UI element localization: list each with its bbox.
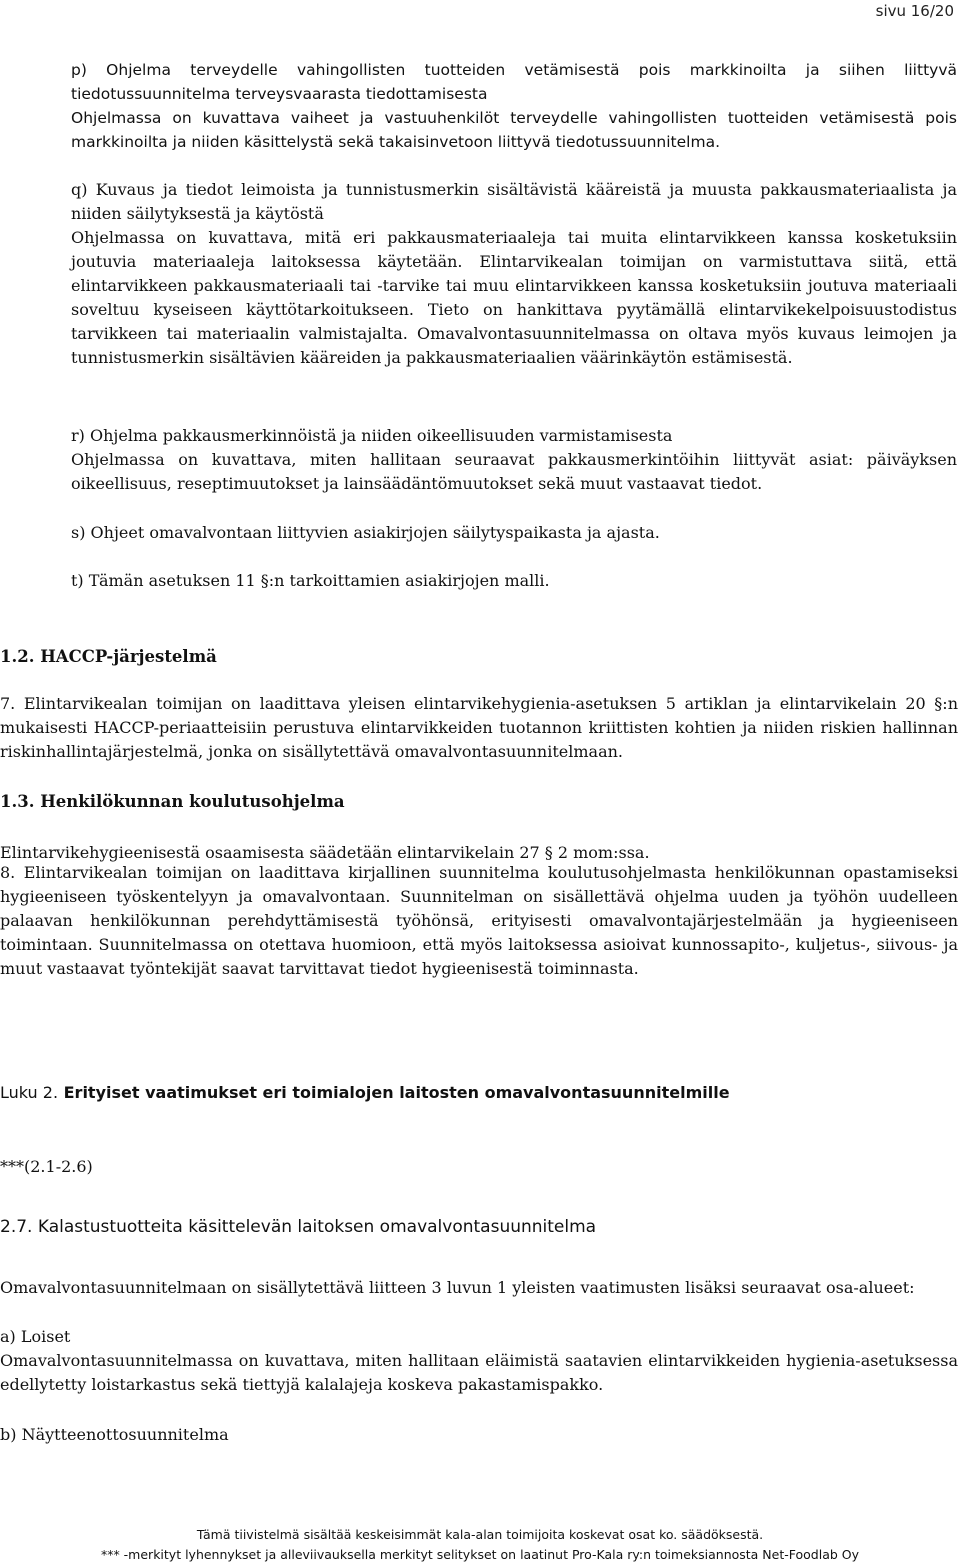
section-r-heading: r) Ohjelma pakkausmerkinnöistä ja niiden oikeellisuuden varmistamisesta bbox=[71, 426, 673, 445]
fish-intro: Omavalvontasuunnitelmaan on sisällytettävä liitteen 3 luvun 1 yleisten vaatimusten lisäksi seuraavat osa-alueet: bbox=[0, 1278, 915, 1297]
omitted-reference bbox=[0, 1155, 958, 1179]
section-r bbox=[71, 424, 957, 496]
fish-b-heading: b) Näytteenottosuunnitelma bbox=[0, 1425, 229, 1444]
section-q-heading: q) Kuvaus ja tiedot leimoista ja tunnistusmerkin sisältävistä kääreistä ja muusta pakkausmateriaalista ja niiden säilytyksestä ja käytöstä bbox=[71, 180, 957, 223]
fish-section bbox=[0, 1215, 958, 1239]
footer-line-2: *** -merkityt lyhennykset ja alleviivauksella merkityt selitykset on laatinut Pro-Kala ry:n toimeksiannosta Net-Foodlab Oy bbox=[100, 1547, 860, 1562]
training-body: 8. Elintarvikealan toimijan on laadittava kirjallinen suunnitelma koulutusohjelmasta henkilökunnan opastamiseksi hygieeniseen työskentelyyn ja omavalvontaan. Suunnitelman on sisällettävä ohjelma uuden ja työhön uudelleen palaavan henkilökunnan perehdyttämisestä työhönsä, erityisesti omavalvontajärjestelmään ja hygieeniseen toimintaan. Suunnitelmassa on otettava huomioon, että myös laitoksessa asioivat kunnossapito-, kuljetus-, siivous- ja muut vastaavat työntekijät saavat tarvittavat tiedot hygieenisestä toiminnasta. bbox=[0, 863, 958, 978]
omitted-reference-text: ***(2.1-2.6) bbox=[0, 1157, 93, 1176]
training-section bbox=[0, 790, 958, 814]
training-body-block bbox=[0, 861, 958, 981]
page-number: sivu 16/20 bbox=[875, 2, 954, 20]
fish-intro-block bbox=[0, 1276, 958, 1300]
section-q-body: Ohjelmassa on kuvattava, mitä eri pakkausmateriaaleja tai muita elintarvikkeen kanssa kosketuksiin joutuvia materiaaleja laitoksessa käytetään. Elintarvikealan toimijan on varmistuttava siitä, että elintarvikkeen pakkausmateriaali tai -tarvike tai muu elintarvikkeen kanssa kosketuksiin joutuva materiaali soveltuu kyseiseen käyttötarkoitukseen. Tieto on hankittava pyytämällä elintarvikekelpoisuustodistus tarvikkeen tai materiaalin valmistajalta. Omavalvontasuunnitelmassa on oltava myös kuvaus leimojen ja tunnistusmerkin sisältävien kääreiden ja pakkausmateriaalien väärinkäytön estämisestä. bbox=[71, 228, 957, 367]
section-p bbox=[71, 58, 957, 154]
fish-b-block bbox=[0, 1423, 958, 1447]
haccp-section bbox=[0, 645, 958, 669]
fish-title: 2.7. Kalastustuotteita käsittelevän laitoksen omavalvontasuunnitelma bbox=[0, 1217, 597, 1237]
fish-a-heading: a) Loiset bbox=[0, 1327, 71, 1346]
fish-a-block bbox=[0, 1325, 958, 1397]
haccp-body-block bbox=[0, 692, 958, 764]
chapter-2-prefix: Luku 2. bbox=[0, 1083, 59, 1102]
fish-a-body: Omavalvontasuunnitelmassa on kuvattava, miten hallitaan eläimistä saatavien elintarvikkeiden hygienia-asetuksessa edellytetty loistarkastus sekä tiettyjä kalalajeja koskeva pakastamispakko. bbox=[0, 1351, 958, 1394]
training-intro: Elintarvikehygieenisestä osaamisesta säädetään elintarvikelain 27 § 2 mom:ssa. bbox=[0, 843, 650, 862]
section-p-heading: p) Ohjelma terveydelle vahingollisten tuotteiden vetämisestä pois markkinoilta ja siihen liittyvä tiedotussuunnitelma terveysvaarasta tiedottamisesta bbox=[71, 61, 957, 103]
haccp-title: 1.2. HACCP-järjestelmä bbox=[0, 647, 217, 666]
chapter-2-title: Erityiset vaatimukset eri toimialojen laitosten omavalvontasuunnitelmille bbox=[63, 1083, 730, 1102]
section-q bbox=[71, 178, 957, 370]
section-s-heading: s) Ohjeet omavalvontaan liittyvien asiakirjojen säilytyspaikasta ja ajasta. bbox=[71, 523, 660, 542]
chapter-2 bbox=[0, 1081, 958, 1105]
section-r-body: Ohjelmassa on kuvattava, miten hallitaan seuraavat pakkausmerkintöihin liittyvät asiat: päiväyksen oikeellisuus, reseptimuutokset ja lainsäädäntömuutokset sekä muut vastaavat tiedot. bbox=[71, 450, 957, 493]
section-s bbox=[71, 521, 957, 545]
haccp-body: 7. Elintarvikealan toimijan on laadittava yleisen elintarvikehygienia-asetuksen 5 artiklan ja elintarvikelain 20 §:n mukaisesti HACCP-periaatteisiin perustuva elintarvikkeiden tuotannon kriittisten kohtien ja niiden riskien hallinnan riskinhallintajärjestelmä, jonka on sisällytettävä omavalvontasuunnitelmaan. bbox=[0, 694, 958, 761]
section-t-heading: t) Tämän asetuksen 11 §:n tarkoittamien asiakirjojen malli. bbox=[71, 571, 550, 590]
section-p-body: Ohjelmassa on kuvattava vaiheet ja vastuuhenkilöt terveydelle vahingollisten tuotteiden vetämisestä pois markkinoilta ja niiden käsittelystä sekä takaisinvetoon liittyvä tiedotussuunnitelma. bbox=[71, 109, 957, 151]
footer-line-1: Tämä tiivistelmä sisältää keskeisimmät kala-alan toimijoita koskevat osat ko. säädöksestä. bbox=[196, 1527, 764, 1542]
section-t bbox=[71, 569, 957, 593]
training-title: 1.3. Henkilökunnan koulutusohjelma bbox=[0, 792, 345, 811]
